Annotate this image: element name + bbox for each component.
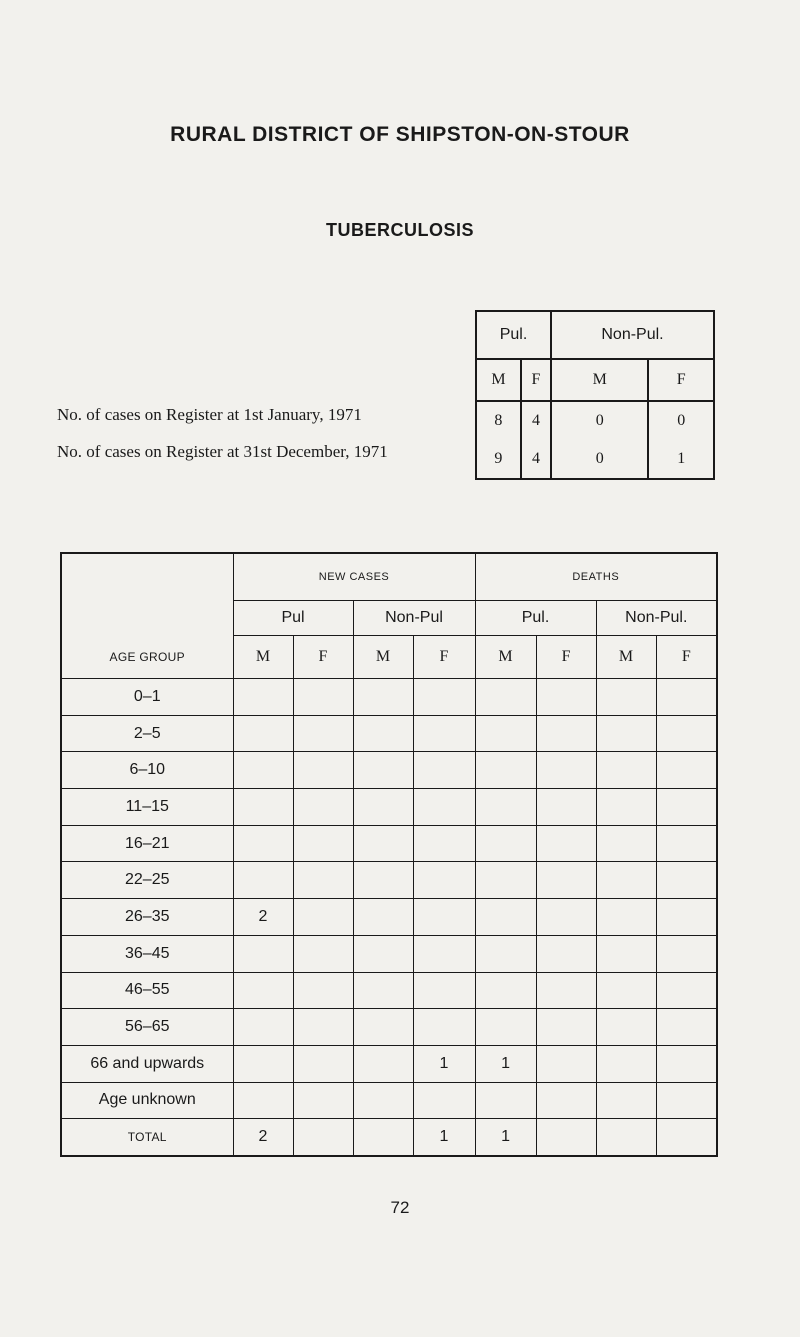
value-cell — [293, 752, 353, 789]
register-subheader: F — [521, 359, 551, 401]
age-group-table — [60, 552, 718, 1157]
value-cell — [293, 862, 353, 899]
value-cell — [656, 752, 717, 789]
value-cell — [293, 935, 353, 972]
value-cell — [413, 752, 475, 789]
value-cell — [413, 1082, 475, 1119]
sex-header: M — [475, 636, 536, 679]
value-cell — [536, 972, 596, 1009]
value-cell — [475, 752, 536, 789]
value-cell — [475, 972, 536, 1009]
age-group-cell: 46–55 — [61, 972, 233, 1009]
value-cell — [596, 679, 656, 716]
table-row — [61, 679, 717, 716]
value-cell: 1 — [475, 1119, 536, 1156]
table-row — [61, 1009, 717, 1046]
value-cell — [656, 972, 717, 1009]
value-cell — [596, 972, 656, 1009]
value-cell — [353, 1119, 413, 1156]
value-cell — [475, 935, 536, 972]
age-group-cell: 36–45 — [61, 935, 233, 972]
value-cell — [536, 1009, 596, 1046]
value-cell — [475, 679, 536, 716]
register-subheader: M — [551, 359, 648, 401]
value-cell — [293, 679, 353, 716]
register-value: 4 — [521, 440, 551, 479]
age-group-cell: 16–21 — [61, 825, 233, 862]
value-cell — [656, 862, 717, 899]
value-cell — [413, 972, 475, 1009]
age-group-header: AGE GROUP — [61, 636, 233, 679]
sex-header: F — [536, 636, 596, 679]
sex-header: M — [596, 636, 656, 679]
value-cell — [596, 715, 656, 752]
value-cell — [233, 679, 293, 716]
value-cell — [413, 899, 475, 936]
value-cell — [656, 1009, 717, 1046]
table-row — [61, 825, 717, 862]
value-cell — [596, 935, 656, 972]
value-cell — [656, 679, 717, 716]
value-cell: 2 — [233, 1119, 293, 1156]
table-row — [61, 1045, 717, 1082]
register-subheader: F — [648, 359, 714, 401]
register-row-label-jan: No. of cases on Register at 1st January, 1971 — [57, 405, 362, 424]
register-value: 1 — [648, 440, 714, 479]
value-cell — [475, 715, 536, 752]
value-cell: 2 — [233, 899, 293, 936]
value-cell — [656, 1119, 717, 1156]
value-cell — [475, 1082, 536, 1119]
table-row — [61, 1082, 717, 1119]
type-header: Non-Pul — [353, 601, 475, 636]
value-cell — [413, 789, 475, 826]
type-header: Pul — [233, 601, 353, 636]
page-number: 72 — [390, 1198, 410, 1217]
age-group-cell: Age unknown — [61, 1082, 233, 1119]
register-subheader: M — [476, 359, 521, 401]
value-cell — [353, 715, 413, 752]
table-row — [61, 935, 717, 972]
value-cell — [353, 1082, 413, 1119]
value-cell — [475, 825, 536, 862]
value-cell — [293, 789, 353, 826]
new-cases-header: NEW CASES — [233, 553, 475, 601]
value-cell — [596, 899, 656, 936]
register-value: 8 — [476, 401, 521, 440]
sex-header: F — [656, 636, 717, 679]
age-group-cell: 26–35 — [61, 899, 233, 936]
value-cell — [536, 1119, 596, 1156]
register-header-nonpul: Non-Pul. — [551, 311, 714, 359]
sex-header: M — [353, 636, 413, 679]
age-group-cell: 22–25 — [61, 862, 233, 899]
value-cell — [413, 1009, 475, 1046]
value-cell — [536, 1045, 596, 1082]
register-value: 0 — [551, 401, 648, 440]
value-cell — [536, 789, 596, 826]
value-cell — [536, 935, 596, 972]
value-cell — [656, 789, 717, 826]
type-header: Pul. — [475, 601, 596, 636]
value-cell — [353, 679, 413, 716]
value-cell — [596, 1082, 656, 1119]
value-cell — [413, 935, 475, 972]
age-group-cell: 56–65 — [61, 1009, 233, 1046]
value-cell — [536, 752, 596, 789]
value-cell — [656, 1045, 717, 1082]
value-cell — [353, 1009, 413, 1046]
age-group-cell: 66 and upwards — [61, 1045, 233, 1082]
register-row-label-dec: No. of cases on Register at 31st December, 1971 — [57, 442, 388, 461]
type-header: Non-Pul. — [596, 601, 717, 636]
age-group-cell: 6–10 — [61, 752, 233, 789]
value-cell — [293, 899, 353, 936]
register-value: 0 — [648, 401, 714, 440]
value-cell — [536, 899, 596, 936]
value-cell — [475, 1009, 536, 1046]
table-row — [61, 972, 717, 1009]
value-cell — [233, 1082, 293, 1119]
register-value: 4 — [521, 401, 551, 440]
value-cell — [536, 862, 596, 899]
value-cell — [353, 862, 413, 899]
page-title: RURAL DISTRICT OF SHIPSTON-ON-STOUR — [170, 123, 630, 146]
value-cell — [596, 825, 656, 862]
age-group-header-blank — [61, 601, 233, 636]
value-cell — [233, 752, 293, 789]
value-cell — [233, 1045, 293, 1082]
deaths-header: DEATHS — [475, 553, 717, 601]
age-group-cell: 0–1 — [61, 679, 233, 716]
value-cell — [475, 862, 536, 899]
value-cell — [353, 935, 413, 972]
value-cell — [536, 679, 596, 716]
value-cell — [475, 899, 536, 936]
value-cell: 1 — [413, 1119, 475, 1156]
value-cell: 1 — [475, 1045, 536, 1082]
age-group-header-blank — [61, 553, 233, 601]
value-cell — [596, 752, 656, 789]
value-cell — [596, 1009, 656, 1046]
register-value: 9 — [476, 440, 521, 479]
age-group-cell: TOTAL — [61, 1119, 233, 1156]
value-cell — [233, 715, 293, 752]
value-cell — [536, 715, 596, 752]
value-cell — [293, 1119, 353, 1156]
register-header-pul: Pul. — [476, 311, 551, 359]
table-row — [61, 899, 717, 936]
value-cell — [293, 1082, 353, 1119]
value-cell — [596, 789, 656, 826]
value-cell — [656, 935, 717, 972]
value-cell — [536, 1082, 596, 1119]
value-cell — [475, 789, 536, 826]
value-cell — [656, 825, 717, 862]
register-table — [475, 310, 715, 480]
value-cell — [293, 972, 353, 1009]
value-cell — [656, 715, 717, 752]
total-row — [61, 1119, 717, 1156]
age-group-cell: 2–5 — [61, 715, 233, 752]
value-cell — [353, 972, 413, 1009]
sex-header: F — [413, 636, 475, 679]
value-cell — [233, 825, 293, 862]
value-cell — [353, 899, 413, 936]
register-value: 0 — [551, 440, 648, 479]
value-cell — [353, 752, 413, 789]
sex-header: M — [233, 636, 293, 679]
value-cell — [233, 862, 293, 899]
value-cell: 1 — [413, 1045, 475, 1082]
value-cell — [413, 679, 475, 716]
value-cell — [413, 862, 475, 899]
table-row — [61, 715, 717, 752]
value-cell — [353, 825, 413, 862]
value-cell — [293, 1045, 353, 1082]
age-group-cell: 11–15 — [61, 789, 233, 826]
value-cell — [596, 1045, 656, 1082]
table-row — [61, 789, 717, 826]
sex-header: F — [293, 636, 353, 679]
value-cell — [293, 1009, 353, 1046]
table-row — [61, 862, 717, 899]
value-cell — [596, 862, 656, 899]
value-cell — [233, 935, 293, 972]
value-cell — [233, 789, 293, 826]
value-cell — [353, 789, 413, 826]
value-cell — [656, 899, 717, 936]
value-cell — [413, 825, 475, 862]
value-cell — [233, 1009, 293, 1046]
value-cell — [596, 1119, 656, 1156]
value-cell — [536, 825, 596, 862]
table-row — [61, 752, 717, 789]
value-cell — [233, 972, 293, 1009]
value-cell — [353, 1045, 413, 1082]
value-cell — [293, 715, 353, 752]
value-cell — [656, 1082, 717, 1119]
page-subtitle: TUBERCULOSIS — [325, 220, 474, 240]
value-cell — [413, 715, 475, 752]
value-cell — [293, 825, 353, 862]
